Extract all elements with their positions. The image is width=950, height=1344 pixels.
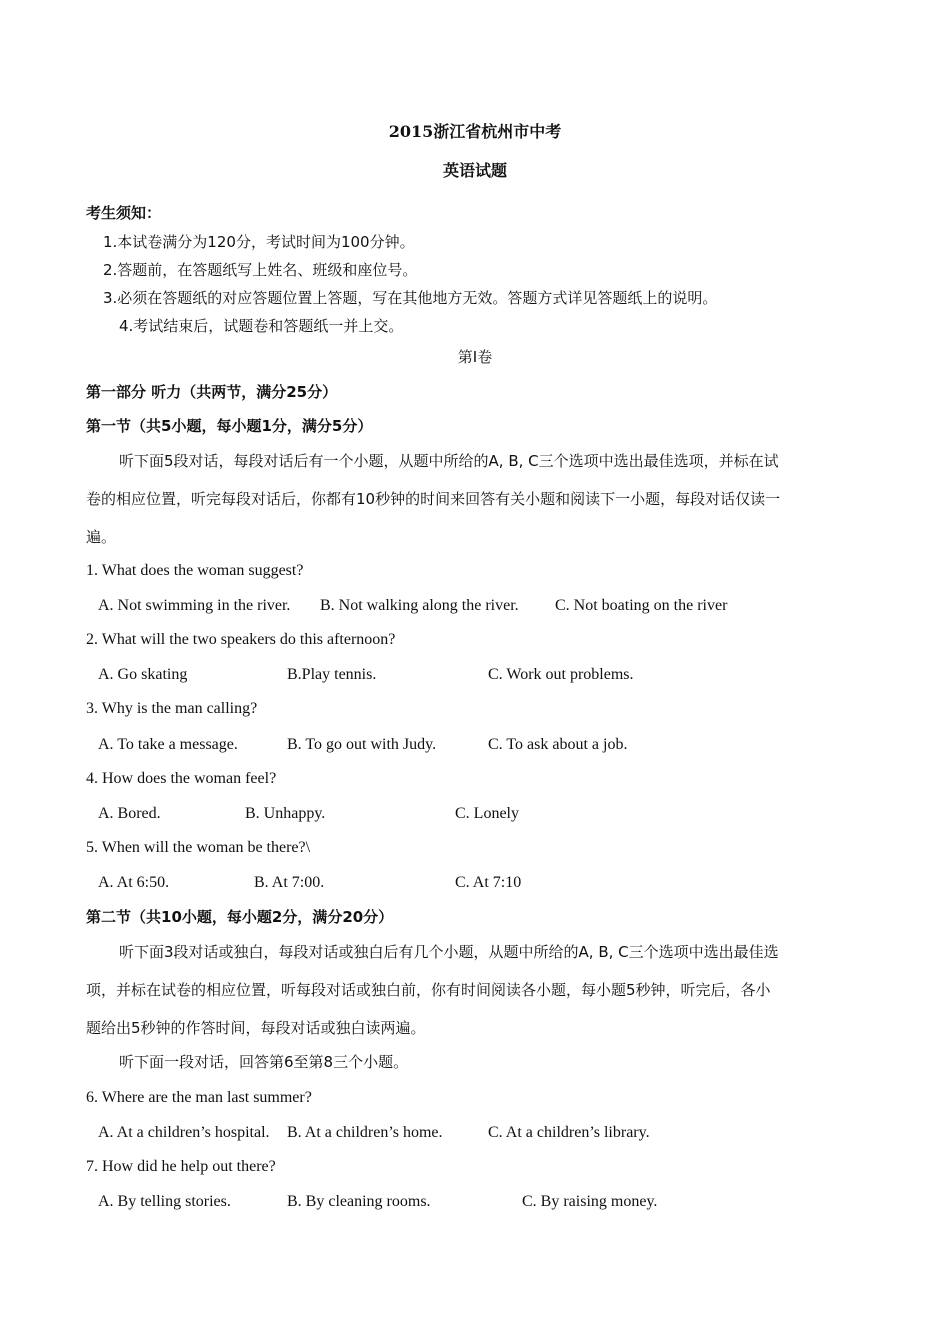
section1-instruction: 听下面5段对话，每段对话后有一个小题，从题中所给的A, B, C三个选项中选出最佳选项，并标在试 bbox=[119, 452, 779, 470]
q4-option-a: A. Bored. bbox=[98, 805, 161, 822]
exam-subtitle: 英语试题 bbox=[442, 161, 507, 180]
q6-option-c: C. At a children’s library. bbox=[488, 1124, 650, 1141]
question-7: 7. How did he help out there? bbox=[86, 1158, 276, 1175]
q7-option-b: B. By cleaning rooms. bbox=[287, 1193, 431, 1210]
q5-option-c: C. At 7:10 bbox=[455, 874, 522, 891]
question-2: 2. What will the two speakers do this afternoon? bbox=[86, 631, 396, 648]
section1-instruction: 遍。 bbox=[86, 528, 117, 546]
q7-option-c: C. By raising money. bbox=[522, 1193, 658, 1210]
q4-option-c: C. Lonely bbox=[455, 805, 519, 822]
q1-option-b: B. Not walking along the river. bbox=[320, 597, 519, 614]
notice-item: 3.必须在答题纸的对应答题位置上答题，写在其他地方无效。答题方式详见答题纸上的说明。 bbox=[103, 289, 718, 307]
section2-heading: 第二节（共10小题，每小题2分，满分20分） bbox=[86, 908, 394, 926]
question-1: 1. What does the woman suggest? bbox=[86, 562, 304, 579]
q1-option-a: A. Not swimming in the river. bbox=[98, 597, 291, 614]
q2-option-b: B.Play tennis. bbox=[287, 666, 377, 683]
q5-option-b: B. At 7:00. bbox=[254, 874, 325, 891]
q7-option-a: A. By telling stories. bbox=[98, 1193, 231, 1210]
notice-heading: 考生须知： bbox=[86, 204, 162, 222]
q4-option-b: B. Unhappy. bbox=[245, 805, 326, 822]
q2-option-c: C. Work out problems. bbox=[488, 666, 634, 683]
exam-title: 2015浙江省杭州市中考 bbox=[388, 122, 562, 141]
q3-option-b: B. To go out with Judy. bbox=[287, 736, 437, 753]
notice-item: 2.答题前，在答题纸写上姓名、班级和座位号。 bbox=[103, 261, 418, 279]
section2-instruction: 项，并标在试卷的相应位置，听每段对话或独白前，你有时间阅读各小题，每小题5秒钟，听完后，各小 bbox=[86, 981, 771, 999]
q6-option-b: B. At a children’s home. bbox=[287, 1124, 443, 1141]
q3-option-a: A. To take a message. bbox=[98, 736, 238, 753]
question-6: 6. Where are the man last summer? bbox=[86, 1089, 312, 1106]
question-4: 4. How does the woman feel? bbox=[86, 770, 277, 787]
q5-option-a: A. At 6:50. bbox=[98, 874, 170, 891]
q1-option-c: C. Not boating on the river bbox=[555, 597, 728, 614]
section2-instruction: 听下面3段对话或独白，每段对话或独白后有几个小题，从题中所给的A, B, C三个选项中选出最佳选 bbox=[119, 943, 779, 961]
question-3: 3. Why is the man calling? bbox=[86, 700, 258, 717]
q2-option-a: A. Go skating bbox=[98, 666, 188, 683]
section1-instruction: 卷的相应位置，听完每段对话后，你都有10秒钟的时间来回答有关小题和阅读下一小题，每段对话仅读一 bbox=[86, 490, 781, 508]
section2-instruction: 题给出5秒钟的作答时间，每段对话或独白读两遍。 bbox=[86, 1019, 426, 1037]
q3-option-c: C. To ask about a job. bbox=[488, 736, 628, 753]
question-5: 5. When will the woman be there?\ bbox=[86, 839, 311, 856]
volume-label: 第I卷 bbox=[457, 348, 493, 366]
part1-heading: 第一部分 听力（共两节，满分25分） bbox=[86, 383, 338, 401]
section2-sub-instruction: 听下面一段对话，回答第6至第8三个小题。 bbox=[119, 1053, 409, 1071]
section1-heading: 第一节（共5小题，每小题1分，满分5分） bbox=[86, 417, 373, 435]
notice-item: 4.考试结束后，试题卷和答题纸一并上交。 bbox=[119, 317, 404, 335]
q6-option-a: A. At a children’s hospital. bbox=[98, 1124, 270, 1141]
notice-item: 1.本试卷满分为120分，考试时间为100分钟。 bbox=[103, 233, 415, 251]
